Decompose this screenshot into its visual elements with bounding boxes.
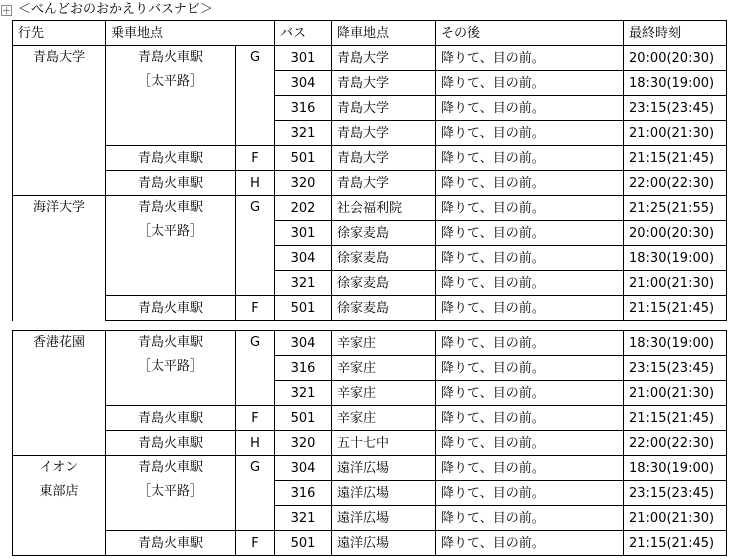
platform-cell: G [236, 46, 275, 146]
last-time: 22:00(22:30) [624, 171, 727, 196]
alight-stop: 辛家庄 [332, 356, 436, 381]
after-note: 降りて、目の前。 [436, 271, 624, 296]
bus-number: 321 [275, 381, 332, 406]
stop-name: 青島火車駅 [137, 200, 203, 215]
table-move-handle-icon[interactable] [1, 5, 12, 16]
alight-stop: 辛家庄 [332, 406, 436, 431]
alight-stop: 青島大学 [332, 146, 436, 171]
bus-number: 321 [275, 271, 332, 296]
bus-number: 316 [275, 356, 332, 381]
last-time: 21:15(21:45) [624, 531, 727, 556]
table-header-row [13, 21, 727, 46]
last-time: 21:15(21:45) [624, 296, 727, 321]
after-note: 降りて、目の前。 [436, 531, 624, 556]
stop-name: 青島火車駅 [106, 406, 236, 431]
alight-stop: 青島大学 [332, 171, 436, 196]
header-last-time: 最終時刻 [624, 21, 727, 46]
alight-stop: 徐家麦島 [332, 246, 436, 271]
destination-cell [13, 46, 106, 196]
header-alighting: 降車地点 [332, 21, 436, 46]
bus-number: 321 [275, 121, 332, 146]
table-row [13, 331, 727, 356]
header-bus: バス [275, 21, 332, 46]
last-time: 18:30(19:00) [624, 246, 727, 271]
stop-sub: ［太平路］ [137, 74, 203, 89]
last-time: 23:15(23:45) [624, 481, 727, 506]
platform-cell: G [236, 331, 275, 406]
bus-schedule-table-1 [12, 20, 727, 321]
after-note: 降りて、目の前。 [436, 246, 624, 271]
bus-number: 316 [275, 481, 332, 506]
alight-stop: 遠洋広場 [332, 531, 436, 556]
stop-name: 青島火車駅 [137, 335, 203, 350]
last-time: 18:30(19:00) [624, 71, 727, 96]
bus-number: 320 [275, 171, 332, 196]
bus-number: 304 [275, 71, 332, 96]
after-note: 降りて、目の前。 [436, 46, 624, 71]
stop-sub: ［太平路］ [137, 484, 203, 499]
bus-number: 316 [275, 96, 332, 121]
after-note: 降りて、目の前。 [436, 146, 624, 171]
destination-cell [13, 196, 106, 321]
platform-cell: H [236, 431, 275, 456]
last-time: 20:00(20:30) [624, 46, 727, 71]
alight-stop: 徐家麦島 [332, 221, 436, 246]
platform-cell: H [236, 171, 275, 196]
platform-cell: F [236, 146, 275, 171]
bus-number: 321 [275, 506, 332, 531]
table-row [13, 196, 727, 221]
after-note: 降りて、目の前。 [436, 381, 624, 406]
after-note: 降りて、目の前。 [436, 356, 624, 381]
last-time: 21:00(21:30) [624, 121, 727, 146]
last-time: 21:00(21:30) [624, 271, 727, 296]
last-time: 21:15(21:45) [624, 406, 727, 431]
table-row [13, 406, 727, 431]
stop-name: 青島火車駅 [137, 50, 203, 65]
bus-number: 304 [275, 246, 332, 271]
stop-cell [106, 331, 236, 406]
table-row [13, 456, 727, 481]
bus-number: 320 [275, 431, 332, 456]
alight-stop: 辛家庄 [332, 381, 436, 406]
alight-stop: 徐家麦島 [332, 271, 436, 296]
alight-stop: 辛家庄 [332, 331, 436, 356]
after-note: 降りて、目の前。 [436, 171, 624, 196]
last-time: 21:00(21:30) [624, 506, 727, 531]
alight-stop: 青島大学 [332, 96, 436, 121]
after-note: 降りて、目の前。 [436, 296, 624, 321]
platform-cell: F [236, 406, 275, 431]
stop-cell [106, 456, 236, 531]
bus-number: 304 [275, 331, 332, 356]
stop-name: 青島火車駅 [106, 531, 236, 556]
bus-number: 501 [275, 296, 332, 321]
last-time: 18:30(19:00) [624, 456, 727, 481]
after-note: 降りて、目の前。 [436, 196, 624, 221]
stop-sub: ［太平路］ [137, 224, 203, 239]
alight-stop: 社会福利院 [332, 196, 436, 221]
after-note: 降りて、目の前。 [436, 96, 624, 121]
after-note: 降りて、目の前。 [436, 431, 624, 456]
stop-sub: ［太平路］ [137, 359, 203, 374]
stop-name: 青島火車駅 [137, 460, 203, 475]
after-note: 降りて、目の前。 [436, 456, 624, 481]
bus-number: 202 [275, 196, 332, 221]
destination-name: イオン [39, 460, 79, 475]
table-row [13, 171, 727, 196]
last-time: 18:30(19:00) [624, 331, 727, 356]
bus-number: 304 [275, 456, 332, 481]
alight-stop: 遠洋広場 [332, 481, 436, 506]
page-title: ＜べんどおのおかえりバスナビ＞ [18, 2, 213, 17]
alight-stop: 青島大学 [332, 46, 436, 71]
stop-name: 青島火車駅 [106, 146, 236, 171]
platform-cell: F [236, 296, 275, 321]
bus-number: 301 [275, 46, 332, 71]
after-note: 降りて、目の前。 [436, 506, 624, 531]
after-note: 降りて、目の前。 [436, 481, 624, 506]
destination-name: 海洋大学 [32, 200, 85, 215]
bus-number: 501 [275, 146, 332, 171]
last-time: 22:00(22:30) [624, 431, 727, 456]
destination-cell [13, 331, 106, 456]
alight-stop: 遠洋広場 [332, 456, 436, 481]
last-time: 23:15(23:45) [624, 356, 727, 381]
platform-cell: F [236, 531, 275, 556]
destination-name-line2: 東部店 [39, 484, 79, 499]
bus-schedule-table-2 [12, 330, 727, 556]
table-row [13, 531, 727, 556]
last-time: 21:00(21:30) [624, 381, 727, 406]
bus-number: 501 [275, 406, 332, 431]
last-time: 21:25(21:55) [624, 196, 727, 221]
bus-number: 301 [275, 221, 332, 246]
stop-name: 青島火車駅 [106, 171, 236, 196]
destination-name: 青島大学 [32, 50, 85, 65]
after-note: 降りて、目の前。 [436, 71, 624, 96]
alight-stop: 遠洋広場 [332, 506, 436, 531]
bus-number: 501 [275, 531, 332, 556]
table-row [13, 431, 727, 456]
header-boarding: 乗車地点 [106, 21, 275, 46]
table-row [13, 146, 727, 171]
after-note: 降りて、目の前。 [436, 331, 624, 356]
stop-cell [106, 196, 236, 296]
last-time: 23:15(23:45) [624, 96, 727, 121]
platform-cell: G [236, 196, 275, 296]
after-note: 降りて、目の前。 [436, 121, 624, 146]
platform-cell: G [236, 456, 275, 531]
stop-name: 青島火車駅 [106, 296, 236, 321]
after-note: 降りて、目の前。 [436, 221, 624, 246]
stop-name: 青島火車駅 [106, 431, 236, 456]
stop-cell [106, 46, 236, 146]
last-time: 21:15(21:45) [624, 146, 727, 171]
destination-cell [13, 456, 106, 556]
alight-stop: 五十七中 [332, 431, 436, 456]
table-row [13, 296, 727, 321]
alight-stop: 青島大学 [332, 71, 436, 96]
after-note: 降りて、目の前。 [436, 406, 624, 431]
table-row [13, 46, 727, 71]
alight-stop: 徐家麦島 [332, 296, 436, 321]
last-time: 20:00(20:30) [624, 221, 727, 246]
header-destination: 行先 [13, 21, 106, 46]
alight-stop: 青島大学 [332, 121, 436, 146]
destination-name: 香港花園 [32, 335, 85, 350]
header-after: その後 [436, 21, 624, 46]
